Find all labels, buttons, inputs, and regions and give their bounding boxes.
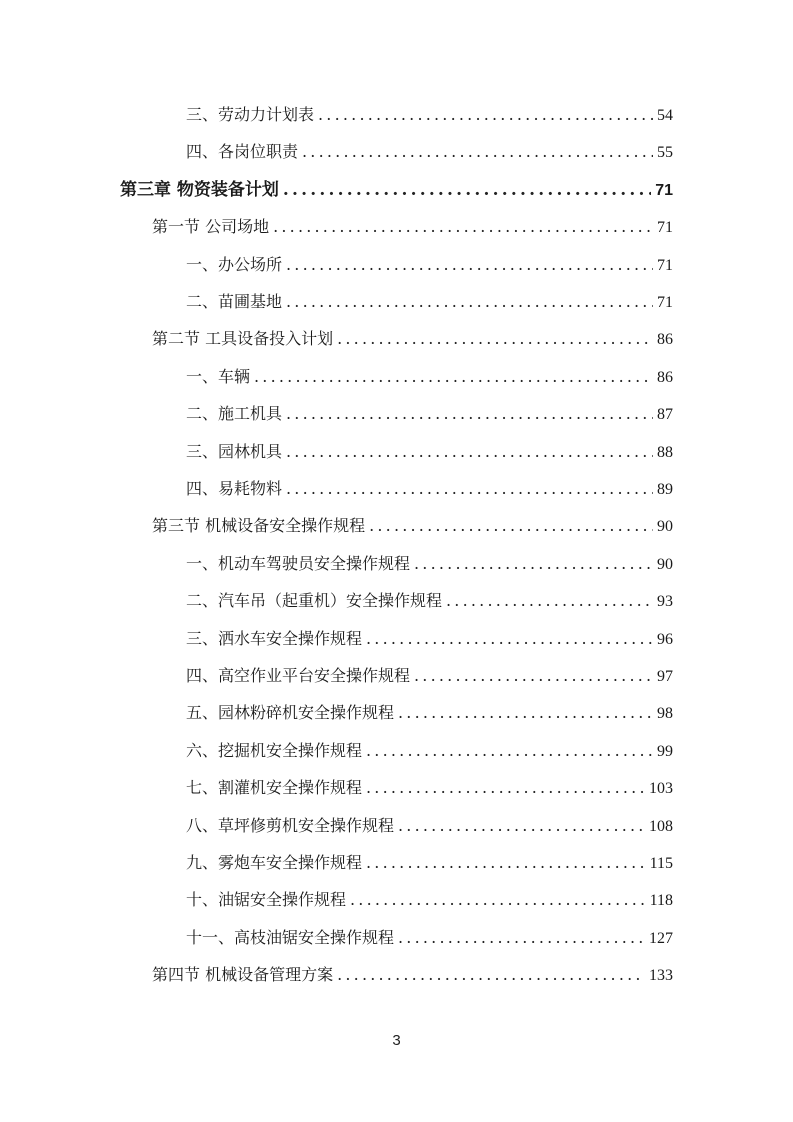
toc-dot-leader bbox=[366, 624, 653, 654]
toc-subsection-entry[interactable] bbox=[186, 848, 673, 878]
toc-entry-title: 四、各岗位职责 bbox=[186, 142, 299, 162]
toc-dot-leader bbox=[350, 885, 646, 915]
toc-subsection-entry[interactable] bbox=[186, 923, 673, 953]
toc-entry-page-number: 103 bbox=[649, 780, 673, 798]
toc-entry-page-number: 98 bbox=[657, 705, 673, 723]
toc-entry-page-number: 90 bbox=[657, 518, 673, 536]
toc-dot-leader bbox=[286, 287, 653, 317]
toc-dot-leader bbox=[337, 324, 653, 354]
toc-entry-title: 第四节 机械设备管理方案 bbox=[152, 965, 334, 985]
toc-entry-page-number: 118 bbox=[649, 892, 673, 910]
toc-entry-page-number: 55 bbox=[657, 144, 673, 162]
toc-subsection-entry[interactable] bbox=[186, 100, 673, 130]
toc-dot-leader bbox=[318, 100, 653, 130]
toc-dot-leader bbox=[398, 698, 653, 728]
toc-entry-page-number: 71 bbox=[657, 219, 673, 237]
page-number: 3 bbox=[392, 1032, 401, 1049]
toc-dot-leader bbox=[302, 137, 653, 167]
toc-entry-page-number: 88 bbox=[657, 443, 673, 461]
toc-entry-page-number: 71 bbox=[655, 181, 673, 199]
toc-subsection-entry[interactable] bbox=[186, 773, 673, 803]
toc-subsection-entry[interactable] bbox=[186, 885, 673, 915]
toc-entry-title: 第二节 工具设备投入计划 bbox=[152, 329, 334, 349]
toc-entry-page-number: 127 bbox=[649, 929, 673, 947]
toc-entry-page-number: 86 bbox=[657, 368, 673, 386]
toc-subsection-entry[interactable] bbox=[186, 811, 673, 841]
toc-subsection-entry[interactable] bbox=[186, 137, 673, 167]
toc-dot-leader bbox=[273, 212, 653, 242]
toc-subsection-entry[interactable] bbox=[186, 362, 673, 392]
toc-entry-title: 三、园林机具 bbox=[186, 441, 283, 461]
toc-entry-page-number: 108 bbox=[649, 817, 673, 835]
toc-entry-title: 六、挖掘机安全操作规程 bbox=[186, 740, 363, 760]
toc-entry-title: 十一、高枝油锯安全操作规程 bbox=[186, 927, 395, 947]
toc-entry-title: 第三节 机械设备安全操作规程 bbox=[152, 516, 366, 536]
toc-entry-page-number: 54 bbox=[657, 107, 673, 124]
toc-dot-leader bbox=[369, 511, 653, 541]
toc-subsection-entry[interactable] bbox=[186, 549, 673, 579]
toc-entry-title: 二、汽车吊（起重机）安全操作规程 bbox=[186, 591, 443, 611]
toc-entry-page-number: 71 bbox=[657, 256, 673, 274]
toc-entry-page-number: 89 bbox=[657, 481, 673, 498]
toc-entry-page-number: 115 bbox=[649, 855, 673, 872]
toc-entry-page-number: 87 bbox=[657, 406, 673, 424]
toc-subsection-entry[interactable] bbox=[186, 624, 673, 654]
toc-subsection-entry[interactable] bbox=[186, 736, 673, 766]
toc-entry-title: 一、办公场所 bbox=[186, 254, 283, 274]
toc-dot-leader bbox=[286, 399, 653, 429]
toc-dot-leader bbox=[337, 960, 645, 990]
toc-entry-title: 二、施工机具 bbox=[186, 404, 283, 424]
toc-entry-page-number: 86 bbox=[657, 331, 673, 349]
toc-entry-page-number: 97 bbox=[657, 668, 673, 685]
toc-entry-title: 十、油锯安全操作规程 bbox=[186, 890, 347, 910]
toc-entry-title: 七、割灌机安全操作规程 bbox=[186, 778, 363, 798]
toc-subsection-entry[interactable] bbox=[186, 586, 673, 616]
toc-dot-leader bbox=[398, 923, 645, 953]
toc-dot-leader bbox=[283, 175, 651, 205]
toc-subsection-entry[interactable] bbox=[186, 250, 673, 280]
toc-section-entry[interactable] bbox=[152, 324, 673, 354]
toc-dot-leader bbox=[366, 773, 645, 803]
toc-entry-title: 第三章 物资装备计划 bbox=[120, 179, 279, 200]
toc-entry-title: 一、车辆 bbox=[186, 366, 251, 386]
toc-section-entry[interactable] bbox=[152, 960, 673, 990]
toc-dot-leader bbox=[398, 811, 645, 841]
toc-entry-title: 三、劳动力计划表 bbox=[186, 105, 315, 124]
toc-entry-title: 四、易耗物料 bbox=[186, 479, 283, 498]
toc-entry-page-number: 90 bbox=[657, 555, 673, 573]
toc-entry-page-number: 99 bbox=[657, 742, 673, 760]
toc-section-entry[interactable] bbox=[152, 212, 673, 242]
toc-dot-leader bbox=[286, 437, 653, 467]
toc-dot-leader bbox=[446, 586, 653, 616]
toc-entry-page-number: 71 bbox=[657, 294, 673, 311]
toc-entry-title: 第一节 公司场地 bbox=[152, 217, 270, 237]
toc-dot-leader bbox=[254, 362, 653, 392]
toc-subsection-entry[interactable] bbox=[186, 437, 673, 467]
toc-dot-leader bbox=[414, 549, 653, 579]
toc-entry-title: 四、高空作业平台安全操作规程 bbox=[186, 666, 411, 685]
toc-subsection-entry[interactable] bbox=[186, 474, 673, 504]
toc-subsection-entry[interactable] bbox=[186, 698, 673, 728]
toc-entry-page-number: 133 bbox=[649, 967, 673, 985]
toc-entry-title: 八、草坪修剪机安全操作规程 bbox=[186, 815, 395, 835]
toc-dot-leader bbox=[286, 474, 653, 504]
toc-dot-leader bbox=[366, 736, 653, 766]
toc-subsection-entry[interactable] bbox=[186, 399, 673, 429]
toc-subsection-entry[interactable] bbox=[186, 661, 673, 691]
toc-entry-title: 二、苗圃基地 bbox=[186, 292, 283, 311]
toc-section-entry[interactable] bbox=[152, 511, 673, 541]
toc-subsection-entry[interactable] bbox=[186, 287, 673, 317]
toc-entry-title: 五、园林粉碎机安全操作规程 bbox=[186, 703, 395, 723]
toc-dot-leader bbox=[366, 848, 646, 878]
toc-dot-leader bbox=[286, 250, 653, 280]
toc-entry-page-number: 93 bbox=[657, 593, 673, 611]
toc-chapter-entry[interactable] bbox=[120, 175, 673, 205]
toc-entry-page-number: 96 bbox=[657, 630, 673, 648]
toc-entry-title: 一、机动车驾驶员安全操作规程 bbox=[186, 553, 411, 573]
toc-entry-title: 三、洒水车安全操作规程 bbox=[186, 628, 363, 648]
toc-entry-title: 九、雾炮车安全操作规程 bbox=[186, 853, 363, 872]
toc-dot-leader bbox=[414, 661, 653, 691]
